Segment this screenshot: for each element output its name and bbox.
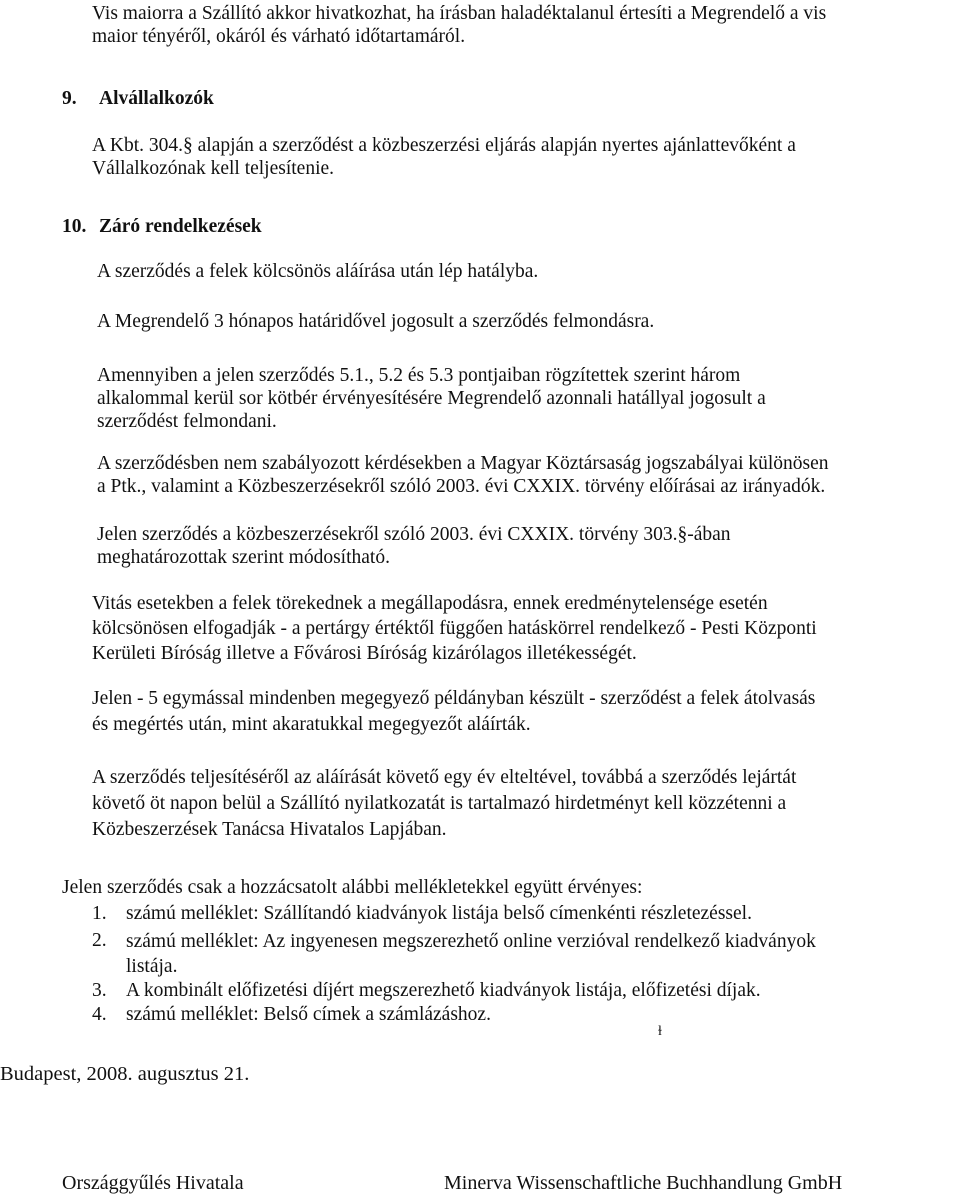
text-line: A szerződés teljesítéséről az aláírását követő egy év elteltével, továbbá a szerződés lejártát	[92, 767, 797, 788]
jurisdiction-paragraph	[92, 591, 912, 666]
list-number: 2.	[92, 930, 107, 951]
text-line: Vis maiorra a Szállító akkor hivatkozhat, ha írásban haladéktalanul értesíti a Megrendelő a vis	[92, 3, 827, 24]
governing-law-paragraph	[97, 452, 912, 498]
attachments-intro	[62, 876, 912, 899]
text-line: alkalommal kerül sor kötbér érvényesítésére Megrendelő azonnali hatállyal jogosult a	[97, 388, 766, 409]
text-line: A Kbt. 304.§ alapján a szerződést a közbeszerzési eljárás alapján nyertes ajánlattevőként a	[92, 135, 796, 156]
penalty-termination-paragraph	[97, 364, 912, 433]
termination-notice-paragraph	[97, 310, 912, 333]
text-line: számú melléklet: Belső címek a számlázáshoz.	[126, 1004, 491, 1025]
section-number: 9.	[62, 88, 77, 109]
text-line: szerződést felmondani.	[97, 411, 277, 432]
copies-paragraph	[92, 686, 912, 738]
text-line: maior tényéről, okáról és várható időtartamáról.	[92, 26, 466, 47]
publication-paragraph	[92, 765, 912, 843]
list-number: 3.	[92, 980, 107, 1001]
text-line: Jelen szerződés a közbeszerzésekről szóló 2003. évi CXXIX. törvény 303.§-ában	[97, 524, 731, 545]
list-number: 1.	[92, 903, 107, 924]
signatory-right: Minerva Wissenschaftliche Buchhandlung GmbH	[444, 1172, 843, 1194]
text-line: a Ptk., valamint a Közbeszerzésekről szóló 2003. évi CXXIX. törvény előírásai az irányadók.	[97, 476, 826, 497]
amendment-paragraph	[97, 523, 912, 569]
stray-mark: ɫ	[658, 1024, 662, 1039]
text-line: számú melléklet: Az ingyenesen megszerezhető online verzióval rendelkező kiadványok	[126, 931, 816, 952]
text-line: A szerződésben nem szabályozott kérdésekben a Magyar Köztársaság jogszabályai különösen	[97, 453, 829, 474]
section-10-heading	[62, 215, 262, 238]
section-title: Alvállalkozók	[99, 88, 214, 109]
text-line: A Megrendelő 3 hónapos határidővel jogosult a szerződés felmondásra.	[97, 311, 655, 332]
text-line: Vállalkozónak kell teljesítenie.	[92, 158, 335, 179]
text-line: A kombinált előfizetési díjért megszerezhető kiadványok listája, előfizetési díjak.	[126, 980, 761, 1001]
text-line: Amennyiben a jelen szerződés 5.1., 5.2 és 5.3 pontjaiban rögzítettek szerint három	[97, 365, 741, 386]
text-line: listája.	[126, 956, 178, 977]
section-9-paragraph	[92, 134, 912, 180]
section-title: Záró rendelkezések	[99, 216, 262, 237]
force-majeure-paragraph	[92, 2, 912, 48]
section-9-heading	[62, 87, 214, 110]
text-line: meghatározottak szerint módosítható.	[97, 547, 390, 568]
list-number: 4.	[92, 1004, 107, 1025]
signatory-left: Országgyűlés Hivatala	[62, 1172, 244, 1194]
text-line: Jelen - 5 egymással mindenben megegyező példányban készült - szerződést a felek átolvasás	[92, 688, 816, 709]
text-line: Vitás esetekben a felek törekednek a megállapodásra, ennek eredménytelensége esetén	[92, 593, 768, 614]
text-line: követő öt napon belül a Szállító nyilatkozatát is tartalmazó hirdetményt kell közzétenni a	[92, 793, 787, 814]
place-date: Budapest, 2008. augusztus 21.	[0, 1063, 250, 1085]
text-line: kölcsönösen elfogadják - a pertárgy értéktől függően hatáskörrel rendelkező - Pesti Központi	[92, 618, 817, 639]
text-line: Közbeszerzések Tanácsa Hivatalos Lapjában.	[92, 819, 447, 840]
text-line: Jelen szerződés csak a hozzácsatolt alábbi mellékletekkel együtt érvényes:	[62, 877, 643, 898]
section-number: 10.	[62, 216, 87, 237]
text-line: A szerződés a felek kölcsönös aláírása után lép hatályba.	[97, 261, 539, 282]
text-line: számú melléklet: Szállítandó kiadványok listája belső címenkénti részletezéssel.	[126, 903, 752, 924]
text-line: Kerületi Bíróság illetve a Fővárosi Bíróság kizárólagos illetékességét.	[92, 643, 637, 664]
text-line: és megértés után, mint akaratukkal megegyezőt aláírták.	[92, 714, 531, 735]
entry-into-force-paragraph	[97, 260, 912, 283]
